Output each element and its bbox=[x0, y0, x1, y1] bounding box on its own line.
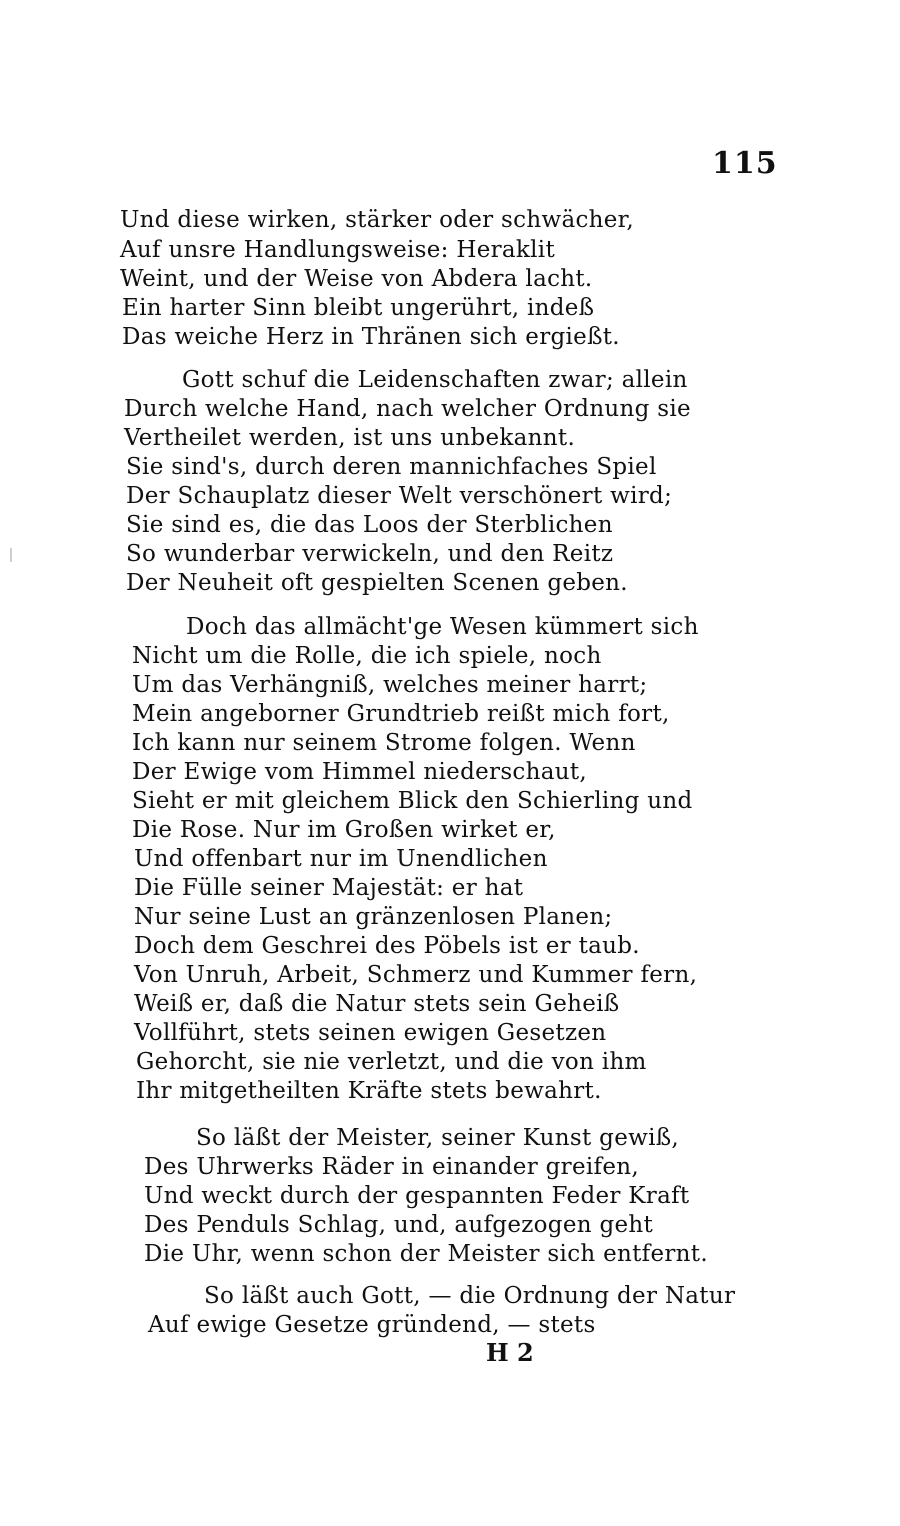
text-line: Das weiche Herz in Thränen sich ergießt. bbox=[122, 324, 620, 350]
text-line: Der Neuheit oft gespielten Scenen geben. bbox=[126, 570, 628, 596]
text-line: So wunderbar verwickeln, und den Reitz bbox=[126, 541, 614, 567]
text-line: So läßt auch Gott, — die Ordnung der Natur bbox=[204, 1283, 736, 1309]
text-line: Die Rose. Nur im Großen wirket er, bbox=[132, 817, 556, 843]
text-line: So läßt der Meister, seiner Kunst gewiß, bbox=[196, 1125, 680, 1151]
scan-edge-mark bbox=[10, 548, 12, 562]
text-line: Von Unruh, Arbeit, Schmerz und Kummer fern, bbox=[134, 962, 698, 988]
text-line: Sie sind's, durch deren mannichfaches Spiel bbox=[126, 454, 657, 480]
text-line: Ich kann nur seinem Strome folgen. Wenn bbox=[132, 730, 636, 756]
text-line: Weiß er, daß die Natur stets sein Geheiß bbox=[134, 991, 620, 1017]
text-line: Die Uhr, wenn schon der Meister sich entfernt. bbox=[144, 1241, 708, 1267]
text-line: Mein angeborner Grundtrieb reißt mich fort, bbox=[132, 701, 670, 727]
text-line: Nur seine Lust an gränzenlosen Planen; bbox=[134, 904, 613, 930]
page-number: 115 bbox=[712, 146, 778, 181]
text-line: Ein harter Sinn bleibt ungerührt, indeß bbox=[122, 295, 595, 321]
text-line: Und diese wirken, stärker oder schwächer, bbox=[120, 207, 635, 233]
text-line: Die Fülle seiner Majestät: er hat bbox=[134, 875, 524, 901]
text-line: Vollführt, stets seinen ewigen Gesetzen bbox=[134, 1020, 607, 1046]
text-line: Des Penduls Schlag, und, aufgezogen geht bbox=[144, 1212, 654, 1238]
text-line: Nicht um die Rolle, die ich spiele, noch bbox=[132, 643, 602, 669]
text-line: Doch das allmächt'ge Wesen kümmert sich bbox=[186, 614, 699, 640]
text-line: Um das Verhängniß, welches meiner harrt; bbox=[132, 672, 648, 698]
text-line: Auf unsre Handlungsweise: Heraklit bbox=[120, 237, 556, 263]
text-line: Und offenbart nur im Unendlichen bbox=[134, 846, 548, 872]
text-line: Der Schauplatz dieser Welt verschönert wird; bbox=[126, 483, 673, 509]
text-line: Sie sind es, die das Loos der Sterblichen bbox=[126, 512, 613, 538]
printer-signature-mark: H 2 bbox=[486, 1338, 534, 1367]
text-line: Ihr mitgetheilten Kräfte stets bewahrt. bbox=[136, 1078, 602, 1104]
text-line: Weint, und der Weise von Abdera lacht. bbox=[120, 266, 593, 292]
text-line: Auf ewige Gesetze gründend, — stets bbox=[148, 1312, 596, 1338]
text-line: Gehorcht, sie nie verletzt, und die von ihm bbox=[136, 1049, 647, 1075]
text-line: Und weckt durch der gespannten Feder Kraft bbox=[144, 1183, 690, 1209]
text-line: Sieht er mit gleichem Blick den Schierling und bbox=[132, 788, 693, 814]
text-line: Doch dem Geschrei des Pöbels ist er taub. bbox=[134, 933, 640, 959]
text-line: Des Uhrwerks Räder in einander greifen, bbox=[144, 1154, 639, 1180]
text-line: Durch welche Hand, nach welcher Ordnung sie bbox=[124, 396, 691, 422]
text-line: Vertheilet werden, ist uns unbekannt. bbox=[124, 425, 576, 451]
text-line: Der Ewige vom Himmel niederschaut, bbox=[132, 759, 587, 785]
text-line: Gott schuf die Leidenschaften zwar; allein bbox=[182, 367, 688, 393]
